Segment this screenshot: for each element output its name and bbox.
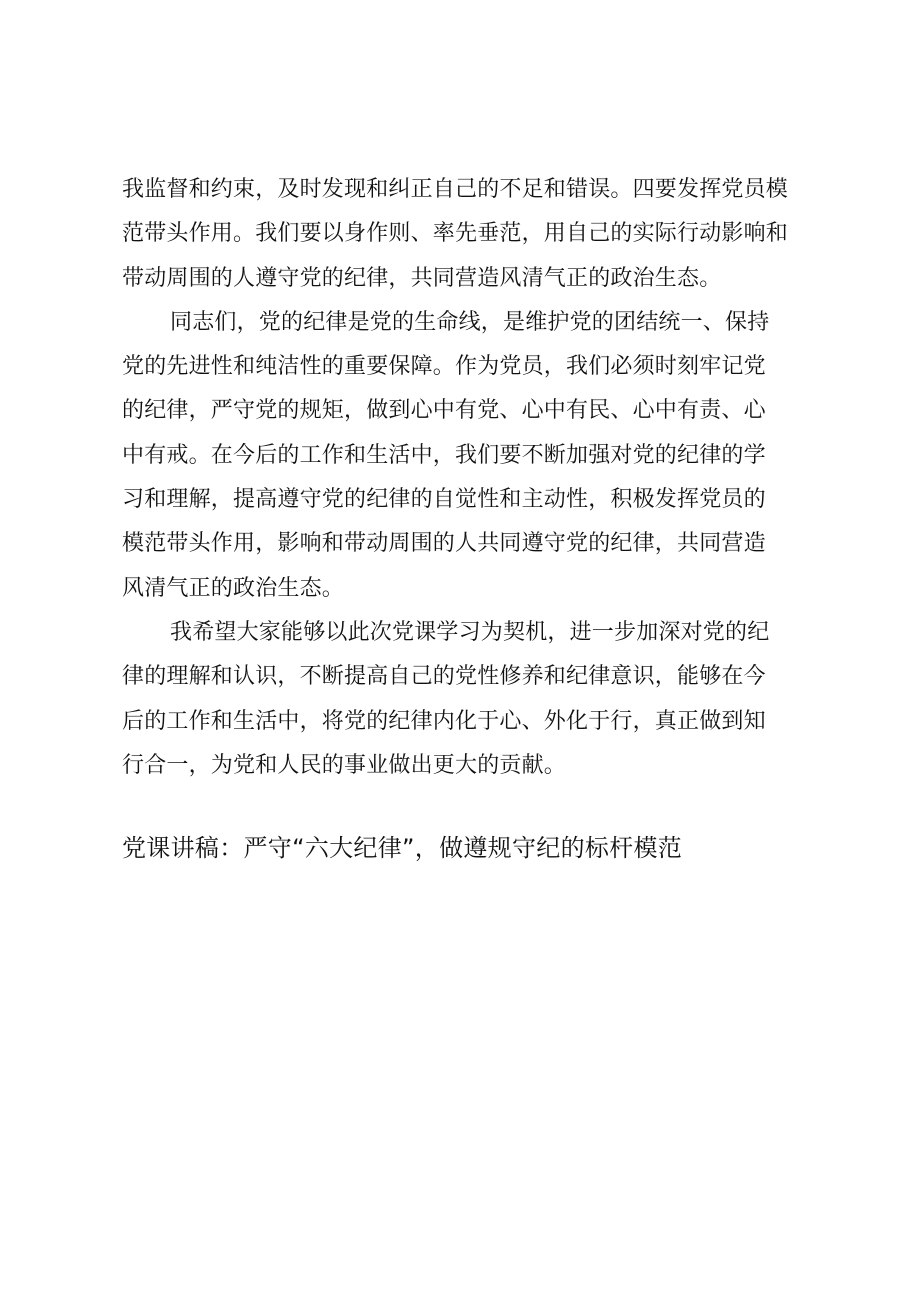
text-line: 律的理解和认识，不断提高自己的党性修养和纪律意识，能够在今 (122, 664, 766, 690)
paragraph-closing (122, 611, 800, 788)
text-line: 模范带头作用，影响和带动周围的人共同遵守党的纪律，共同营造 (122, 531, 766, 557)
text-line: 中有戒。在今后的工作和生活中，我们要不断加强对党的纪律的学 (122, 442, 766, 468)
text-line: 带动周围的人遵守党的纪律，共同营造风清气正的政治生态。 (122, 265, 722, 291)
text-line: 我监督和约束，及时发现和纠正自己的不足和错误。四要发挥党员模 (122, 177, 789, 202)
next-article-title: 党课讲稿：严守“六大纪律”，做遵规守纪的标杆模范 (122, 834, 683, 862)
text-line: 的纪律，严守党的规矩，做到心中有党、心中有民、心中有责、心 (122, 398, 766, 424)
paragraph-comrades (122, 301, 800, 611)
text-line: 我希望大家能够以此次党课学习为契机，进一步加深对党的纪 (170, 619, 770, 645)
document-body (122, 168, 800, 788)
text-line: 党的先进性和纯洁性的重要保障。作为党员，我们必须时刻牢记党 (122, 354, 766, 380)
text-line: 范带头作用。我们要以身作则、率先垂范，用自己的实际行动影响和 (122, 221, 789, 247)
text-line: 习和理解，提高遵守党的纪律的自觉性和主动性，积极发挥党员的 (122, 487, 766, 513)
paragraph-continuation (122, 168, 800, 301)
text-line: 同志们，党的纪律是党的生命线，是维护党的团结统一、保持 (170, 309, 770, 335)
text-line: 后的工作和生活中，将党的纪律内化于心、外化于行，真正做到知 (122, 708, 766, 734)
text-line: 风清气正的政治生态。 (122, 575, 345, 601)
text-line: 行合一，为党和人民的事业做出更大的贡献。 (122, 752, 567, 778)
